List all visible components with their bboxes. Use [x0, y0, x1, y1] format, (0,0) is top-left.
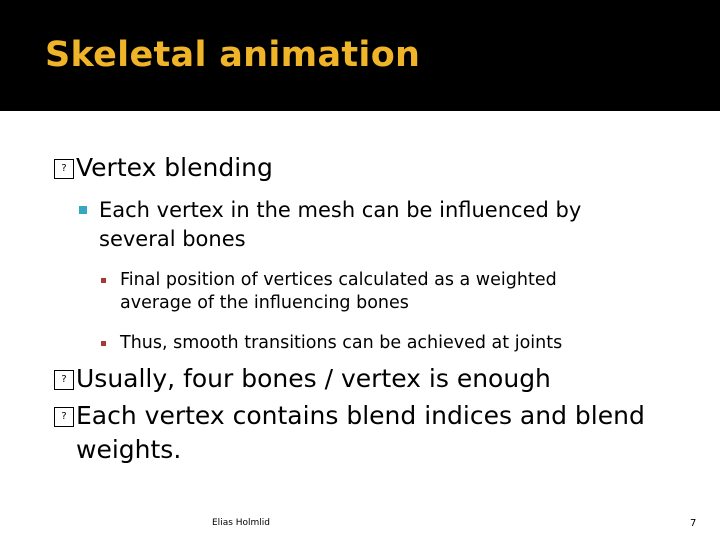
bullet-item: [54, 399, 645, 467]
missing-glyph-icon: ?: [54, 407, 74, 427]
sub-sub-bullet-text: Thus, smooth transitions can be achieved at joints: [120, 333, 563, 353]
sub-sub-bullet-line: average of the influencing bones: [120, 293, 409, 313]
slide-title: Skeletal animation: [45, 35, 421, 75]
sub-bullet-item: [79, 196, 581, 254]
bullet-line: Each vertex contains blend indices and blend: [76, 401, 645, 430]
bullet-item: [54, 362, 551, 396]
title-bar: [0, 0, 720, 111]
bullet-text: Vertex blending: [76, 153, 273, 182]
sub-bullet-line: Each vertex in the mesh can be influenced by: [99, 198, 582, 222]
bullet-text: Usually, four bones / vertex is enough: [76, 364, 551, 393]
sub-sub-bullet-item: [101, 269, 557, 315]
sub-sub-bullet-line: Final position of vertices calculated as a weighted: [120, 270, 557, 290]
small-square-bullet-icon: [101, 278, 106, 283]
footer-author: Elias Holmlid: [212, 518, 271, 528]
page-number: 7: [690, 518, 697, 529]
square-bullet-icon: [79, 206, 87, 214]
missing-glyph-icon: ?: [54, 370, 74, 390]
small-square-bullet-icon: [101, 341, 106, 346]
bullet-line: weights.: [76, 435, 182, 464]
sub-sub-bullet-item: [101, 332, 562, 355]
bullet-item: [54, 151, 273, 185]
missing-glyph-icon: ?: [54, 159, 74, 179]
sub-bullet-line: several bones: [99, 227, 246, 251]
